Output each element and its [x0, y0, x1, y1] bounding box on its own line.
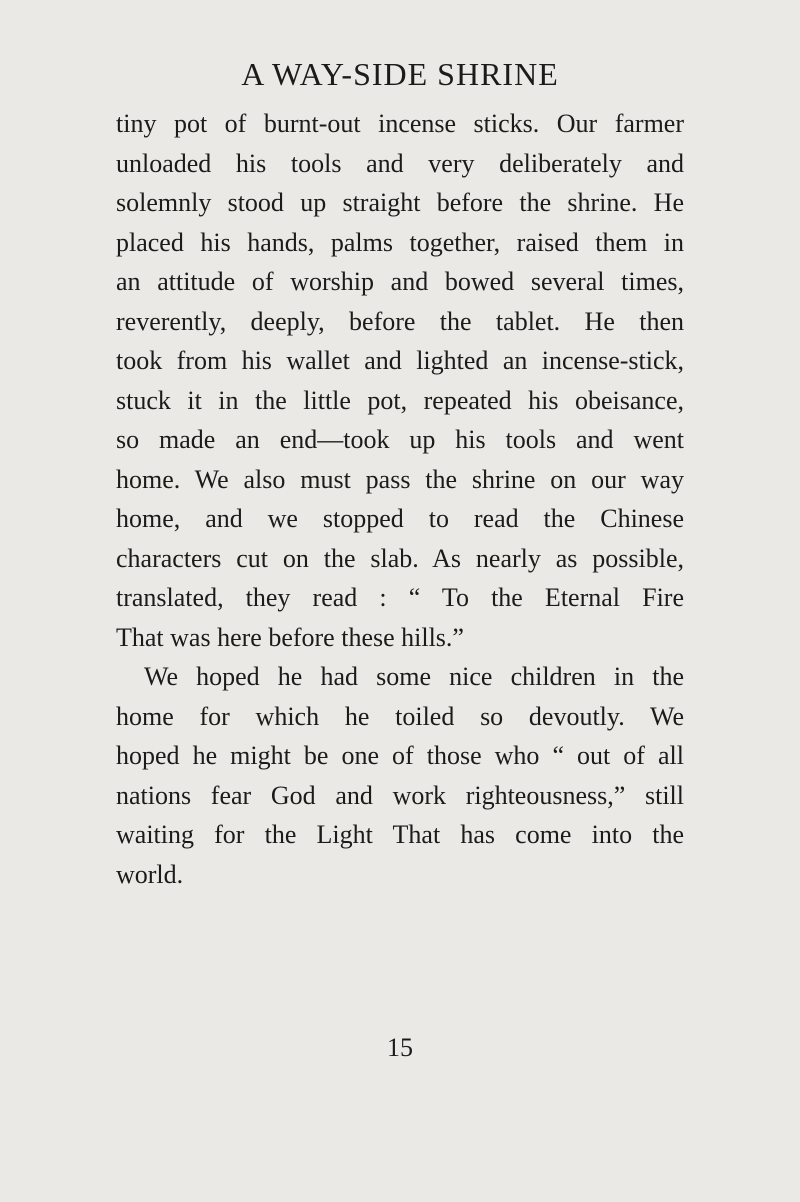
text-line: hoped he might be one of those who “ out of all [116, 741, 684, 770]
text-line: home, and we stopped to read the Chinese [116, 504, 684, 533]
text-line: tiny pot of burnt-out incense sticks. Our farmer [116, 109, 684, 138]
text-line: We hoped he had some nice children in the [144, 662, 684, 691]
text-line: That was here before these hills.” [116, 622, 464, 652]
text-line: an attitude of worship and bowed several times, [116, 267, 684, 296]
text-line: home for which he toiled so devoutly. We [116, 701, 684, 731]
text-line: took from his wallet and lighted an incense-stick, [116, 346, 684, 375]
text-line: waiting for the Light That has come into the [116, 820, 684, 849]
running-head-title: A WAY-SIDE SHRINE [241, 56, 559, 92]
text-line: nations fear God and work righteousness,” still [116, 780, 684, 810]
text-line: characters cut on the slab. As nearly as possible, [116, 543, 684, 573]
text-line: stuck it in the little pot, repeated his obeisance, [116, 385, 684, 415]
text-line: world. [116, 859, 184, 889]
text-line: reverently, deeply, before the tablet. He then [116, 306, 684, 336]
page-number: 15 [387, 1033, 413, 1062]
text-line: solemnly stood up straight before the shrine. He [116, 188, 684, 217]
text-line: so made an end—took up his tools and went [116, 425, 684, 454]
body-text [116, 104, 684, 894]
text-line: placed his hands, palms together, raised them in [116, 227, 684, 257]
text-line: translated, they read : “ To the Eternal Fire [116, 583, 684, 612]
text-line: home. We also must pass the shrine on our way [116, 464, 684, 494]
text-line: unloaded his tools and very deliberately and [116, 148, 684, 178]
